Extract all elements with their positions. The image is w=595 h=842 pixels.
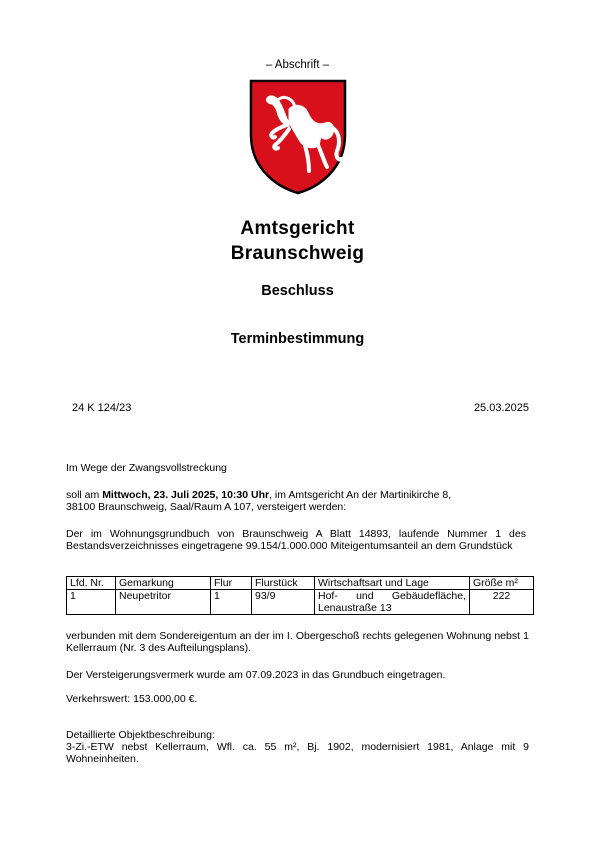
cell-flurstueck: 93/9 [252, 590, 315, 615]
table-row [67, 590, 534, 615]
cell-lage-line2: Lenaustraße 13 [318, 602, 392, 614]
abschrift-label: – Abschrift – [265, 59, 330, 71]
description-title: Detaillierte Objektbeschreibung: [66, 729, 215, 741]
header-nr: Lfd. Nr. [67, 577, 116, 590]
cell-nr: 1 [67, 590, 116, 615]
auction-location: 38100 Braunschweig, Saal/Raum A 107, versteigert werden: [66, 501, 347, 514]
lower-saxony-horse-crest-icon [249, 79, 347, 195]
land-register-paragraph: Der im Wohnungsgrundbuch von Braunschweig A Blatt 14893, laufende Nummer 1 des Bestandsverzeichnisses eingetragene 99.154/1.000.000 Miteigentumsanteil an dem Grundstück [66, 528, 526, 553]
auction-datetime: Mittwoch, 23. Juli 2025, 10:30 Uhr [102, 489, 270, 501]
header-groesse: Größe m² [470, 577, 534, 590]
cell-groesse: 222 [470, 590, 534, 615]
cell-flur: 1 [211, 590, 252, 615]
cell-lage-line1: Hof- und Gebäudefläche, [318, 590, 466, 602]
market-value-paragraph: Verkehrswert: 153.000,00 €. [66, 693, 198, 705]
document-subject: Terminbestimmung [230, 331, 365, 347]
description-paragraph: 3-Zi.-ETW nebst Kellerraum, Wfl. ca. 55 m², Bj. 1902, modernisiert 1981, Anlage mit 9 Wohneinheiten. [66, 741, 529, 766]
cell-gemarkung: Neupetritor [116, 590, 211, 615]
court-name-line1: Amtsgericht [240, 218, 355, 239]
table-header-row [67, 577, 534, 590]
property-table [66, 576, 534, 615]
special-property-paragraph: verbunden mit dem Sondereigentum an der im I. Obergeschoß rechts gelegenen Wohnung nebst 1 Kellerraum (Nr. 3 des Aufteilungsplans). [66, 630, 529, 655]
header-lage: Wirtschaftsart und Lage [315, 577, 470, 590]
intro-paragraph: Im Wege der Zwangsvollstreckung [66, 462, 227, 474]
auction-prefix: soll am [66, 489, 103, 501]
case-number: 24 K 124/23 [72, 402, 132, 414]
auction-suffix: , im Amtsgericht An der Martinikirche 8, [269, 489, 452, 501]
cell-lage [315, 590, 470, 615]
document-type: Beschluss [261, 283, 334, 299]
auction-note-paragraph: Der Versteigerungsvermerk wurde am 07.09.2023 in das Grundbuch eingetragen. [66, 669, 446, 681]
court-name-line2: Braunschweig [230, 243, 365, 264]
document-date: 25.03.2025 [473, 402, 529, 414]
header-gemarkung: Gemarkung [116, 577, 211, 590]
header-flurstueck: Flurstück [252, 577, 315, 590]
header-flur: Flur [211, 577, 252, 590]
auction-date-paragraph [66, 489, 536, 513]
